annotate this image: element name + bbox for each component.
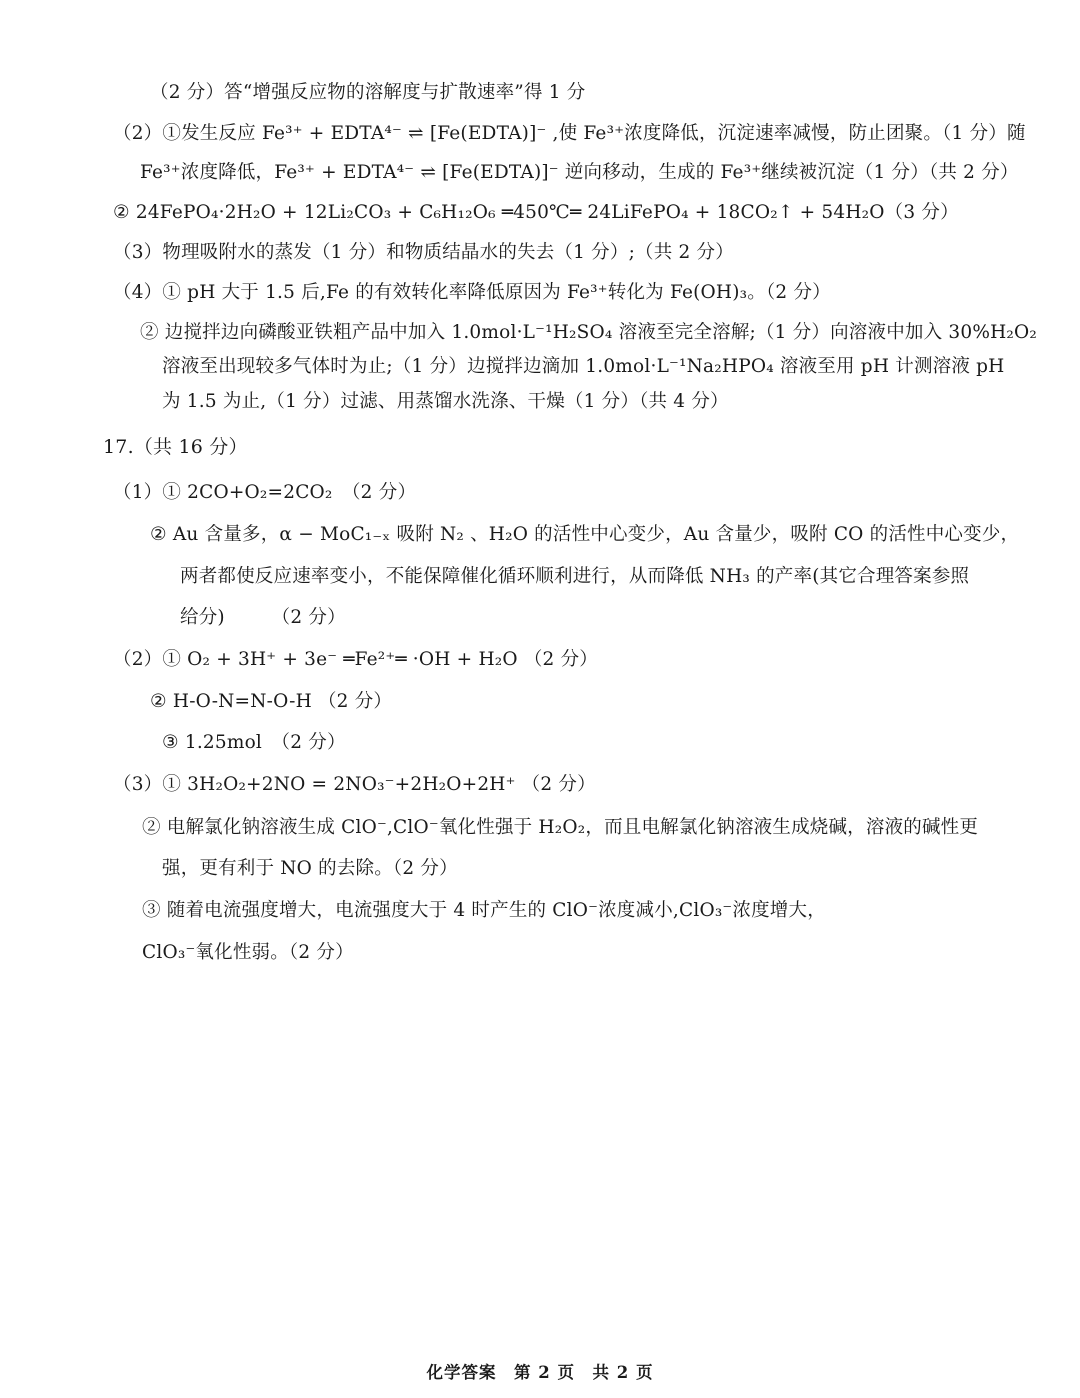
- answer-line-q16-4-2c: 为 1.5 为止,（1 分）过滤、用蒸馏水洗涤、干燥（1 分）（共 4 分）: [162, 391, 729, 412]
- answer-line-q16-4-1: （4）① pH 大于 1.5 后,Fe 的有效转化率降低原因为 Fe³⁺转化为 Fe(OH)₃。（2 分）: [113, 282, 831, 303]
- answer-line-q16-2-1a: （2）①发生反应 Fe³⁺ + EDTA⁴⁻ ⇌ [Fe(EDTA)]⁻ ,使 Fe³⁺浓度降低，沉淀速率减慢，防止团聚。（1 分）随: [113, 123, 1026, 144]
- answer-line-q17-1-1: （1）① 2CO+O₂=2CO₂ （2 分）: [113, 482, 417, 503]
- page-footer: 化学答案 第 2 页 共 2 页: [426, 1363, 654, 1382]
- question-17-heading: 17.（共 16 分）: [103, 436, 248, 458]
- answer-line-q16-2-1b: Fe³⁺浓度降低，Fe³⁺ + EDTA⁴⁻ ⇌ [Fe(EDTA)]⁻ 逆向移动，生成的 Fe³⁺继续被沉淀（1 分）（共 2 分）: [140, 162, 1019, 183]
- answer-line-q17-1-2a: ② Au 含量多，α − MoC₁₋ₓ 吸附 N₂ 、H₂O 的活性中心变少，Au 含量少，吸附 CO 的活性中心变少，: [150, 524, 1020, 545]
- answer-line-q17-2-2: ② H-O-N=N-O-H （2 分）: [150, 691, 393, 712]
- answer-line-q17-2-3: ③ 1.25mol （2 分）: [162, 732, 346, 753]
- answer-line-q17-3-2a: ② 电解氯化钠溶液生成 ClO⁻,ClO⁻氧化性强于 H₂O₂，而且电解氯化钠溶液生成烧碱，溶液的碱性更: [142, 817, 979, 838]
- answer-line-q16-2-2: ② 24FePO₄·2H₂O + 12Li₂CO₃ + C₆H₁₂O₆ ═450℃═ 24LiFePO₄ + 18CO₂↑ + 54H₂O（3 分）: [113, 202, 959, 223]
- answer-line-q17-1-2b: 两者都使反应速率变小，不能保障催化循环顺利进行，从而降低 NH₃ 的产率(其它合理答案参照: [180, 566, 970, 587]
- answer-line-q16-4-2a: ② 边搅拌边向磷酸亚铁粗产品中加入 1.0mol·L⁻¹H₂SO₄ 溶液至完全溶解;（1 分）向溶液中加入 30%H₂O₂: [140, 322, 1038, 343]
- answer-line-q17-1-2c: 给分) （2 分）: [180, 607, 346, 628]
- answer-line-q16-3: （3）物理吸附水的蒸发（1 分）和物质结晶水的失去（1 分）;（共 2 分）: [113, 242, 734, 263]
- answer-line-q17-3-3b: ClO₃⁻氧化性弱。（2 分）: [142, 942, 354, 963]
- answer-line-q16-4-2b: 溶液至出现较多气体时为止;（1 分）边搅拌边滴加 1.0mol·L⁻¹Na₂HPO₄ 溶液至用 pH 计测溶液 pH: [162, 356, 1005, 377]
- answer-line-q17-3-1: （3）① 3H₂O₂+2NO = 2NO₃⁻+2H₂O+2H⁺ （2 分）: [113, 774, 596, 795]
- answer-line-q16-1-note: （2 分）答“增强反应物的溶解度与扩散速率”得 1 分: [150, 82, 586, 103]
- answer-line-q17-2-1: （2）① O₂ + 3H⁺ + 3e⁻ ═Fe²⁺═ ·OH + H₂O （2 分）: [113, 649, 598, 670]
- answer-line-q17-3-3a: ③ 随着电流强度增大，电流强度大于 4 时产生的 ClO⁻浓度减小,ClO₃⁻浓度增大，: [142, 900, 826, 921]
- answer-line-q17-3-2b: 强，更有利于 NO 的去除。（2 分）: [162, 858, 458, 879]
